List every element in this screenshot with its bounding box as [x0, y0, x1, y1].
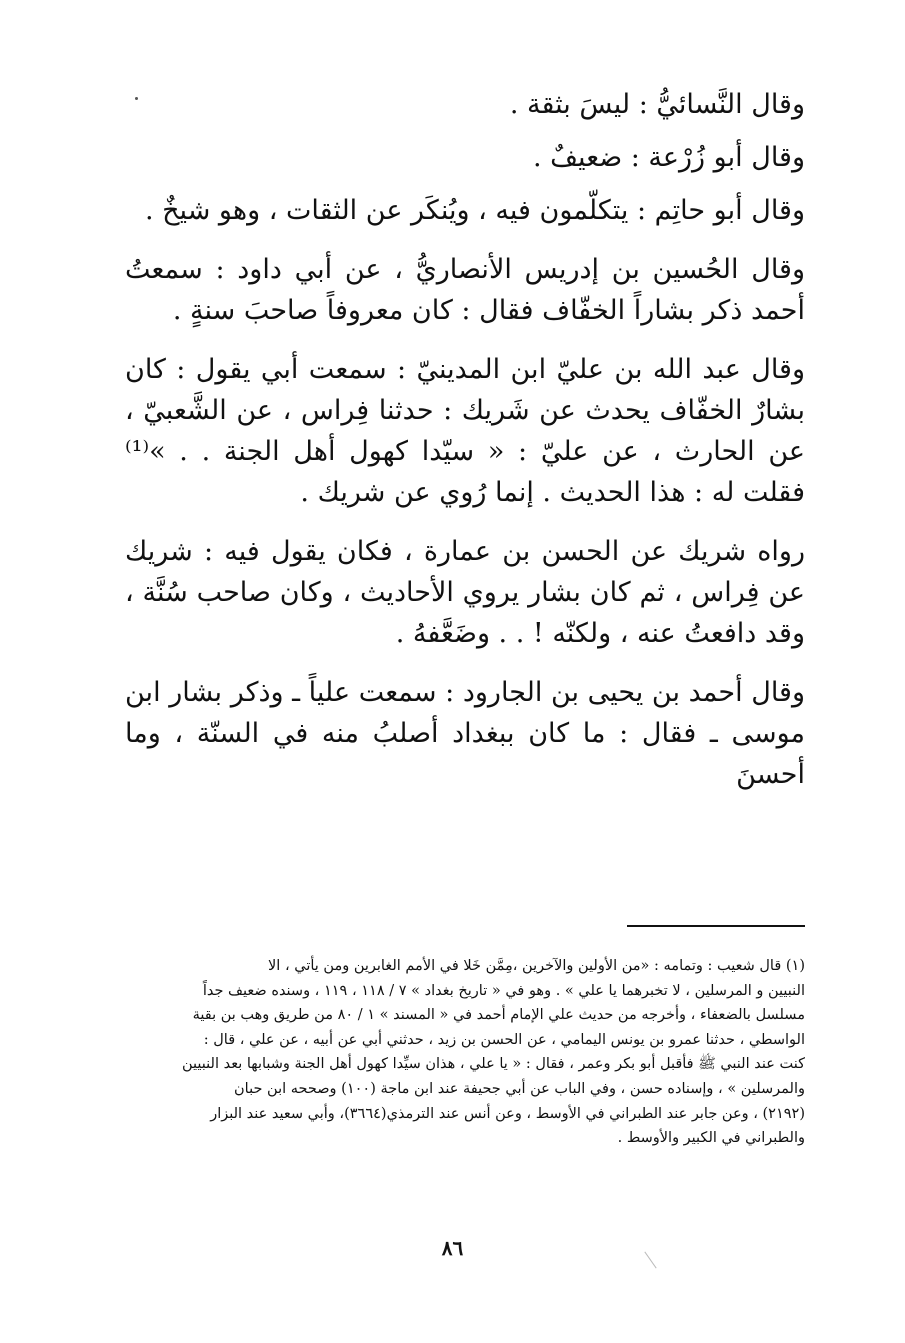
footnote-block — [113, 954, 805, 1151]
footnote-line: (١) قال شعيب : وتمامه : «من الأولين والآخرين ،مِمَّن خَلا في الأمم الغابرين ومن يأتي ، الا — [268, 958, 805, 974]
paragraph-nasai: وقال النَّسائيُّ : ليسَ بثقة . — [509, 89, 805, 120]
footnote-line: (٢١٩٢) ، وعن جابر عند الطبراني في الأوسط ، وعن أنس عند الترمذي(٣٦٦٤)، وأبي سعيد عند البزار — [210, 1105, 805, 1122]
footnote-divider — [627, 925, 805, 927]
footnote-line: مسلسل بالضعفاء ، وأخرجه من حديث علي الإمام أحمد في « المسند » ١ / ٨٠ من طريق وهب بن بقية — [192, 1007, 805, 1024]
paragraph-abu-zura: وقال أبو زُرْعة : ضعيفٌ . — [532, 142, 805, 173]
footnote-line: والمرسلين » ، وإسناده حسن ، وفي الباب عن أبي جحيفة عند ابن ماجة (١٠٠) وصححه ابن حبان — [234, 1080, 805, 1097]
main-text — [125, 84, 805, 813]
footnote-line: كنت عند النبي ﷺ فأقبل أبو بكر وعمر ، فقال : « يا علي ، هذان سيِّدا كهول أهل الجنة وشبابها بعد النبيين — [182, 1056, 805, 1073]
paragraph-abdullah-ibn-ali: وقال عبد الله بن عليّ ابن المدينيّ : سمعت أبي يقول : كان بشارٌ الخفّاف يحدث عن شَريك : حدثنا فِراس ، عن الشَّعبيّ ، عن الحارث ، عن عليّ : « سيّدا كهول أهل الجنة . . »⁽¹⁾ فقلت له : هذا الحديث . إنما رُوي عن شريك . — [125, 354, 805, 508]
footnote-line: والطبراني في الكبير والأوسط . — [617, 1130, 805, 1147]
page-number: ٨٦ — [441, 1236, 464, 1260]
footnote-line: النبيين و المرسلين ، لا تخبرهما يا علي » . وهو في « تاريخ بغداد » ٧ / ١١٨ ، ١١٩ ، وسنده ضعيف جداً — [202, 982, 805, 999]
paragraph-ahmad-ibn-yahya: وقال أحمد بن يحيى بن الجارود : سمعت علياً ـ وذكر بشار ابن موسى ـ فقال : ما كان ببغداد أصلبُ منه في السنّة ، وما أحسنَ — [125, 677, 805, 790]
paragraph-abu-hatim: وقال أبو حاتِم : يتكلّمون فيه ، ويُنكَر عن الثقات ، وهو شيخٌ . — [144, 195, 805, 226]
paragraph-sharik: رواه شريك عن الحسن بن عمارة ، فكان يقول فيه : شريك عن فِراس ، ثم كان بشار يروي الأحاديث ، وكان صاحب سُنَّة ، وقد دافعتُ عنه ، ولكنّه ! . . وضَعَّفهُ . — [125, 536, 805, 649]
paragraph-husayn-ibn-idris: وقال الحُسين بن إدريس الأنصاريُّ ، عن أبي داود : سمعتُ أحمد ذكر بشاراً الخفّاف فقال : كان معروفاً صاحبَ سنةٍ . — [125, 254, 805, 326]
footnote-line: الواسطي ، حدثنا عمرو بن يونس اليمامي ، عن الحسن بن زيد ، حدثني أبي عن أبيه ، عن علي ، قال : — [203, 1031, 805, 1048]
